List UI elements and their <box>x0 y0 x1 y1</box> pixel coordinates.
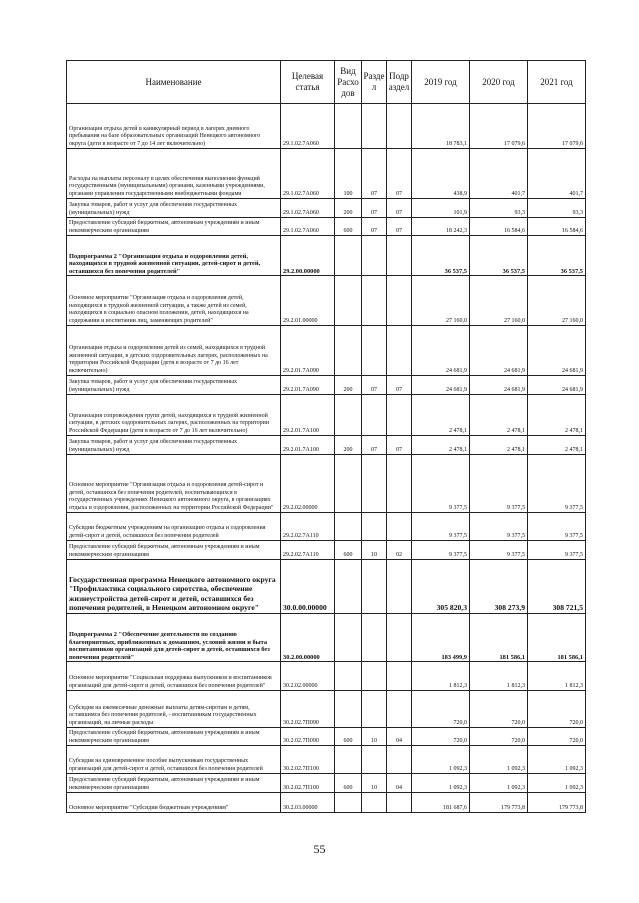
row-value-2020: 720,0 <box>470 728 528 746</box>
row-expense-type <box>335 455 362 513</box>
row-expense-type: 600 <box>335 728 362 746</box>
row-section: 10 <box>362 774 387 793</box>
row-value-2019: 2 478,1 <box>412 436 470 455</box>
row-expense-type: 600 <box>335 774 362 793</box>
row-value-2020: 17 079,6 <box>470 104 528 149</box>
row-value-2020: 16 584,6 <box>470 218 528 236</box>
row-target-article: 30.2.02.7П090 <box>281 691 335 728</box>
row-subsection: 07 <box>387 218 412 236</box>
row-value-2020: 179 773,8 <box>470 793 528 813</box>
row-subsection <box>387 104 412 149</box>
row-expense-type <box>335 326 362 376</box>
row-section: 07 <box>362 376 387 395</box>
row-section <box>362 662 387 691</box>
row-value-2019: 24 681,9 <box>412 376 470 395</box>
row-value-2020: 720,0 <box>470 691 528 728</box>
row-subsection: 07 <box>387 436 412 455</box>
row-expense-type: 600 <box>335 541 362 560</box>
row-section: 10 <box>362 728 387 746</box>
row-value-2020: 9 377,5 <box>470 455 528 513</box>
row-section <box>362 691 387 728</box>
table-row <box>67 746 586 774</box>
row-value-2019: 18 783,1 <box>412 104 470 149</box>
table-row <box>67 513 586 541</box>
row-subsection: 07 <box>387 199 412 218</box>
table-row <box>67 149 586 199</box>
row-subsection <box>387 793 412 813</box>
row-value-2019: 9 377,5 <box>412 513 470 541</box>
row-value-2020: 93,3 <box>470 199 528 218</box>
row-subsection <box>387 236 412 276</box>
table-row <box>67 276 586 326</box>
row-expense-type <box>335 276 362 326</box>
row-value-2019: 305 820,3 <box>412 560 470 614</box>
row-section <box>362 326 387 376</box>
row-expense-type <box>335 614 362 662</box>
row-section: 07 <box>362 436 387 455</box>
row-value-2021: 16 584,6 <box>528 218 586 236</box>
header-name: Наименование <box>67 61 281 104</box>
page-number: 55 <box>313 842 326 856</box>
header-subsection: Подр аздел <box>387 61 412 104</box>
row-subsection: 07 <box>387 149 412 199</box>
row-expense-type <box>335 560 362 614</box>
row-expense-type: 200 <box>335 436 362 455</box>
row-value-2021: 1 092,3 <box>528 774 586 793</box>
row-value-2021: 2 478,1 <box>528 395 586 436</box>
row-target-article: 30.2.02.00000 <box>281 662 335 691</box>
table-row <box>67 774 586 793</box>
row-section <box>362 455 387 513</box>
row-value-2020: 9 377,5 <box>470 513 528 541</box>
table-row <box>67 662 586 691</box>
table-row <box>67 728 586 746</box>
row-value-2021: 27 160,0 <box>528 276 586 326</box>
row-target-article: 30.0.00.00000 <box>281 560 335 614</box>
row-value-2019: 9 377,5 <box>412 455 470 513</box>
row-value-2021: 2 478,1 <box>528 436 586 455</box>
row-name: Закупка товаров, работ и услуг для обеспечения государственных (муниципальных) нужд <box>67 199 281 218</box>
row-value-2021: 17 079,6 <box>528 104 586 149</box>
table-row <box>67 376 586 395</box>
row-subsection: 04 <box>387 728 412 746</box>
row-name: Организация отдыха и оздоровления детей из семей, находящихся в трудной жизненной ситуации, в детских оздоровительных лагерях, расположенных на территории Российской Федерации (дети в возрасте от 7 до 16 лет включительно) <box>67 326 281 376</box>
row-target-article: 30.2.02.7П100 <box>281 746 335 774</box>
row-value-2019: 720,0 <box>412 691 470 728</box>
row-subsection <box>387 276 412 326</box>
row-expense-type <box>335 662 362 691</box>
row-section: 07 <box>362 149 387 199</box>
row-value-2019: 720,0 <box>412 728 470 746</box>
row-value-2021: 1 092,3 <box>528 746 586 774</box>
row-expense-type: 200 <box>335 376 362 395</box>
table-row <box>67 395 586 436</box>
row-target-article: 30.2.02.7П100 <box>281 774 335 793</box>
row-subsection <box>387 662 412 691</box>
table-row <box>67 541 586 560</box>
row-subsection <box>387 326 412 376</box>
row-target-article: 29.2.01.7А100 <box>281 436 335 455</box>
header-section: Разде л <box>362 61 387 104</box>
row-name: Организация сопровождения групп детей, находящихся в трудной жизненной ситуации, в детских оздоровительных лагерях, расположенных на территории Российской Федерации (дети в возрасте от 7 до 16 лет включительно) <box>67 395 281 436</box>
row-section <box>362 746 387 774</box>
row-value-2020: 181 586,1 <box>470 614 528 662</box>
row-value-2019: 1 092,3 <box>412 746 470 774</box>
row-name: Предоставление субсидий бюджетным, автономным учреждениям и иным некоммерческим организациям <box>67 218 281 236</box>
row-value-2021: 179 773,8 <box>528 793 586 813</box>
row-target-article: 29.1.02.7А060 <box>281 218 335 236</box>
row-subsection: 02 <box>387 541 412 560</box>
row-section: 10 <box>362 541 387 560</box>
row-value-2020: 9 377,5 <box>470 541 528 560</box>
table-header-row <box>67 61 586 104</box>
row-value-2021: 9 377,5 <box>528 455 586 513</box>
table-row <box>67 236 586 276</box>
row-target-article: 29.2.01.7А090 <box>281 326 335 376</box>
row-value-2019: 438,9 <box>412 149 470 199</box>
row-section <box>362 513 387 541</box>
row-section <box>362 395 387 436</box>
row-value-2020: 27 160,0 <box>470 276 528 326</box>
row-section <box>362 614 387 662</box>
row-value-2021: 36 537,5 <box>528 236 586 276</box>
row-name: Субсидия на единовременное пособие выпускникам государственных организаций для детей-сирот и детей, оставшихся без попечения родителей <box>67 746 281 774</box>
row-section <box>362 560 387 614</box>
row-subsection <box>387 560 412 614</box>
header-year-2019: 2019 год <box>412 61 470 104</box>
row-target-article: 29.2.01.7А090 <box>281 376 335 395</box>
row-name: Подпрограмма 2 "Организация отдыха и оздоровления детей, находящихся в трудной жизненной ситуации, детей-сирот и детей, оставшихся без попечения родителей" <box>67 236 281 276</box>
table-row <box>67 436 586 455</box>
table-row <box>67 218 586 236</box>
row-name: Субсидии бюджетным учреждениям на организацию отдыха и оздоровления детей-сирот и детей, оставшихся без попечения родителей <box>67 513 281 541</box>
row-value-2019: 27 160,0 <box>412 276 470 326</box>
row-name: Закупка товаров, работ и услуг для обеспечения государственных (муниципальных) нужд <box>67 376 281 395</box>
row-section <box>362 793 387 813</box>
row-expense-type: 600 <box>335 218 362 236</box>
header-target-article: Целевая статья <box>281 61 335 104</box>
row-expense-type <box>335 236 362 276</box>
table-row <box>67 614 586 662</box>
row-subsection <box>387 455 412 513</box>
row-value-2021: 93,3 <box>528 199 586 218</box>
row-target-article: 29.1.02.7А060 <box>281 199 335 218</box>
row-value-2019: 24 681,9 <box>412 326 470 376</box>
row-value-2020: 2 478,1 <box>470 436 528 455</box>
row-name: Основное мероприятие "Организация отдыха и оздоровления детей-сирот и детей, оставшихся без попечения родителей, воспитывающихся в государственных учреждениях Ненецкого автономного округа, в организациях отдыха и оздоровления, расположенных на территории Российской Федерации" <box>67 455 281 513</box>
row-value-2019: 1 812,3 <box>412 662 470 691</box>
row-value-2021: 1 812,3 <box>528 662 586 691</box>
row-target-article: 29.2.02.7А110 <box>281 513 335 541</box>
row-name: Основное мероприятие "Субсидии бюджетным учреждениям" <box>67 793 281 813</box>
row-subsection <box>387 513 412 541</box>
row-value-2021: 720,0 <box>528 728 586 746</box>
budget-table <box>66 60 586 813</box>
row-section <box>362 276 387 326</box>
row-value-2019: 18 242,3 <box>412 218 470 236</box>
row-target-article: 30.2.03.00000 <box>281 793 335 813</box>
table-row <box>67 691 586 728</box>
row-name: Организация отдыха детей в каникулярный период в лагерях дневного пребывания на базе образовательных организаций Ненецкого автономного округа (дети в возрасте от 7 до 14 лет включительно) <box>67 104 281 149</box>
table-row <box>67 326 586 376</box>
row-target-article: 29.2.01.7А100 <box>281 395 335 436</box>
row-expense-type: 100 <box>335 149 362 199</box>
row-expense-type <box>335 513 362 541</box>
table-body <box>67 104 586 813</box>
row-name: Государственная программа Ненецкого автономного округа "Профилактика социального сиротства, обеспечение жизнеустройства детей-сирот и детей, оставшихся без попечения родителей, в Ненецком автономном округе" <box>67 560 281 614</box>
row-value-2019: 101,9 <box>412 199 470 218</box>
row-value-2019: 36 537,5 <box>412 236 470 276</box>
row-value-2019: 1 092,3 <box>412 774 470 793</box>
row-section: 07 <box>362 199 387 218</box>
row-expense-type <box>335 104 362 149</box>
row-value-2019: 183 499,9 <box>412 614 470 662</box>
table-row <box>67 104 586 149</box>
row-value-2021: 720,0 <box>528 691 586 728</box>
row-expense-type <box>335 793 362 813</box>
row-value-2020: 1 092,3 <box>470 774 528 793</box>
row-value-2020: 24 681,9 <box>470 326 528 376</box>
table-row <box>67 199 586 218</box>
row-value-2021: 24 681,9 <box>528 326 586 376</box>
row-name: Подпрограмма 2 "Обеспечение деятельности по созданию благоприятных, приближенных к домашним, условий жизни и быта воспитанников организаций для детей-сирот и детей, оставшихся без попечения родителей" <box>67 614 281 662</box>
row-expense-type <box>335 746 362 774</box>
row-name: Предоставление субсидий бюджетным, автономным учреждениям и иным некоммерческим организациям <box>67 541 281 560</box>
row-value-2021: 9 377,5 <box>528 513 586 541</box>
row-subsection <box>387 395 412 436</box>
row-target-article: 29.1.02.7А060 <box>281 149 335 199</box>
row-subsection <box>387 746 412 774</box>
row-subsection <box>387 614 412 662</box>
row-expense-type <box>335 395 362 436</box>
header-year-2021: 2021 год <box>528 61 586 104</box>
row-value-2020: 24 681,9 <box>470 376 528 395</box>
row-value-2019: 2 478,1 <box>412 395 470 436</box>
row-value-2021: 401,7 <box>528 149 586 199</box>
row-section: 07 <box>362 218 387 236</box>
row-expense-type: 200 <box>335 199 362 218</box>
row-subsection: 04 <box>387 774 412 793</box>
row-value-2019: 181 687,6 <box>412 793 470 813</box>
row-name: Предоставление субсидий бюджетным, автономным учреждениям и иным некоммерческим организациям <box>67 728 281 746</box>
row-value-2021: 9 377,5 <box>528 541 586 560</box>
table-row <box>67 793 586 813</box>
row-value-2021: 24 681,9 <box>528 376 586 395</box>
row-section <box>362 236 387 276</box>
row-target-article: 29.2.01.00000 <box>281 276 335 326</box>
row-target-article: 29.1.02.7А060 <box>281 104 335 149</box>
row-value-2021: 181 586,1 <box>528 614 586 662</box>
row-value-2020: 2 478,1 <box>470 395 528 436</box>
row-target-article: 30.2.00.00000 <box>281 614 335 662</box>
row-target-article: 29.2.02.7А110 <box>281 541 335 560</box>
row-target-article: 29.2.02.00000 <box>281 455 335 513</box>
row-expense-type <box>335 691 362 728</box>
row-value-2020: 1 812,3 <box>470 662 528 691</box>
table-row <box>67 560 586 614</box>
row-value-2020: 36 537,5 <box>470 236 528 276</box>
row-value-2019: 9 377,5 <box>412 541 470 560</box>
row-subsection <box>387 691 412 728</box>
header-year-2020: 2020 год <box>470 61 528 104</box>
header-expense-type: Вид Расхо дов <box>335 61 362 104</box>
row-value-2020: 401,7 <box>470 149 528 199</box>
row-name: Основное мероприятие "Социальная поддержка выпускников и воспитанников организаций для детей-сирот и детей, оставшихся без попечения родителей" <box>67 662 281 691</box>
row-subsection: 07 <box>387 376 412 395</box>
row-section <box>362 104 387 149</box>
row-name: Предоставление субсидий бюджетным, автономным учреждениям и иным некоммерческим организациям <box>67 774 281 793</box>
row-value-2020: 1 092,3 <box>470 746 528 774</box>
row-name: Закупка товаров, работ и услуг для обеспечения государственных (муниципальных) нужд <box>67 436 281 455</box>
row-name: Расходы на выплаты персоналу в целях обеспечения выполнения функций государственными (муниципальными) органами, казенными учреждениями, органами управления государственными внебюджетными фондами <box>67 149 281 199</box>
row-name: Основное мероприятие "Организация отдыха и оздоровления детей, находящихся в трудной жизненной ситуации, а также детей из семей, находящихся в социально опасном положении, детей, находящихся на содержании и воспитании лиц, заменяющих родителей" <box>67 276 281 326</box>
table-row <box>67 455 586 513</box>
row-target-article: 29.2.00.00000 <box>281 236 335 276</box>
row-value-2021: 308 721,5 <box>528 560 586 614</box>
row-target-article: 30.2.02.7П090 <box>281 728 335 746</box>
row-name: Субсидия на ежемесячные денежные выплаты детям-сиротам и детям, оставшимся без попечения родителей, - воспитанникам государственных организаций, на личные расходы <box>67 691 281 728</box>
row-value-2020: 308 273,9 <box>470 560 528 614</box>
